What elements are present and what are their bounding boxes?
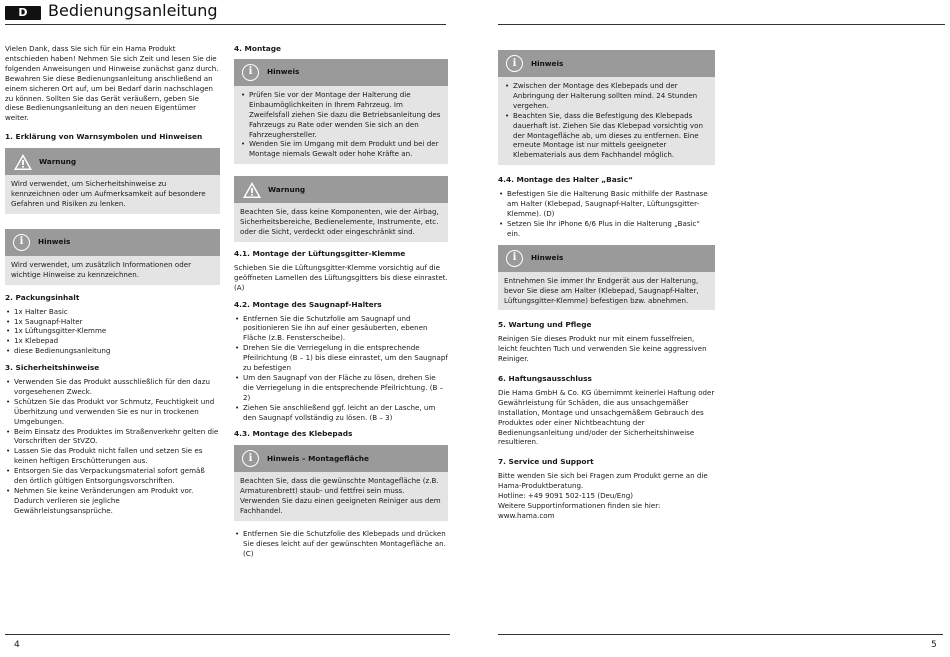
footer-rule [5, 634, 450, 635]
list-item: • Um den Saugnapf von der Fläche zu lösen, drehen Sie die Verriegelung in die entsprechende Pfeilrichtung. (B – 2) [234, 373, 448, 403]
list-item: • Befestigen Sie die Halterung Basic mithilfe der Rastnase am Halter (Klebepad, Saugnapf-Halter, Lüftungsgitter-Klemme). (D) [498, 189, 715, 219]
list-item: • 1x Klebepad [5, 336, 220, 346]
device-hint-notice [498, 245, 715, 311]
warning-notice-title: Warnung [39, 156, 77, 166]
list-item: • Drehen Sie die Verriegelung in die entsprechende Pfeilrichtung (B – 1) bis diese einrastet, um den Saugnapf zu befestigen [234, 343, 448, 373]
surface-hint-notice [234, 445, 448, 521]
column-1 [5, 44, 220, 516]
list-item: • Lassen Sie das Produkt nicht fallen und setzen Sie es keinen heftigen Erschütterungen aus. [5, 446, 220, 466]
list-item: • Entsorgen Sie das Verpackungsmaterial sofort gemäß den örtlich gültigen Entsorgungsvorschriften. [5, 466, 220, 486]
section-3-heading: 3. Sicherheitshinweise [5, 363, 100, 373]
section-4-3-heading: 4.3. Montage des Klebepads [234, 429, 353, 439]
mount-hint-header [234, 59, 448, 86]
mount-warning-notice [234, 176, 448, 242]
section-7-heading: 7. Service und Support [498, 457, 594, 467]
list-item: • Entfernen Sie die Schutzfolie des Klebepads und drücken Sie dieses leicht auf der gewünschten Montagefläche an. (C) [234, 529, 448, 559]
section-4-4-heading: 4.4. Montage des Halter „Basic“ [498, 175, 633, 185]
page-number: 5 [931, 640, 937, 650]
adhesive-hint-title: Hinweis [531, 58, 564, 68]
list-item: • Setzen Sie Ihr iPhone 6/6 Plus in die Halterung „Basic“ ein. [498, 219, 715, 239]
right-page [475, 0, 950, 657]
adhesive-hint-notice [498, 50, 715, 165]
mount-warning-title: Warnung [268, 184, 306, 194]
mount-warning-body: Beachten Sie, dass keine Komponenten, wie der Airbag, Sicherheitsbereiche, Bedienelemente, Instrumente, etc. oder die Sicht, verdeckt oder eingeschränkt sind. [234, 203, 448, 242]
list-item: • Beachten Sie, dass die Befestigung des Klebepads dauerhaft ist. Ziehen Sie das Klebepad vorsichtig von der Montagefläche ab, um dieses zu entfernen. Eine erneute Montage ist nur mittels geeigneter Klebematerials aus dem Fachhandel möglich. [504, 111, 709, 161]
section-6-text: Die Hama GmbH & Co. KG übernimmt keinerlei Haftung oder Gewährleistung für Schäden, die aus unsachgemäßer Installation, Montage und unsachgemäßem Gebrauch des Produktes oder einer Nichtbeachtung der Bedienungsanleitung und/oder der Sicherheitshinweise resultieren. [498, 387, 715, 447]
info-circle-icon: i [242, 450, 259, 467]
list-item: • Prüfen Sie vor der Montage der Halterung die Einbaumöglichkeiten in Ihrem Fahrzeug. Im Zweifelsfall ziehen Sie dazu die Betriebsanleitung des Fahrzeugs zu Rate oder wenden Sie sich an den Fahrzeughersteller. [240, 90, 442, 140]
column-2 [234, 44, 448, 559]
surface-hint-title: Hinweis – Montagefläche [267, 453, 369, 463]
website-link[interactable]: www.hama.com [498, 510, 555, 520]
surface-hint-header [234, 445, 448, 472]
warning-notice-body: Wird verwendet, um Sicherheitshinweise zu kennzeichnen oder um Aufmerksamkeit auf besondere Gefahren und Risiken zu lenken. [5, 175, 220, 214]
section-4-1-heading: 4.1. Montage der Lüftungsgitter-Klemme [234, 248, 406, 258]
list-item: • Zwischen der Montage des Klebepads und der Anbringung der Halterung sollten mind. 24 Stunden vergehen. [504, 81, 709, 111]
hint-notice-body: Wird verwendet, um zusätzlich Informationen oder wichtige Hinweise zu kennzeichnen. [5, 256, 220, 285]
suction-mount-list [234, 314, 448, 423]
device-hint-title: Hinweis [531, 253, 564, 263]
intro-text: Vielen Dank, dass Sie sich für ein Hama Produkt entschieden haben! Nehmen Sie sich Zeit und lesen Sie die folgenden Anweisungen und Hinweise zunächst ganz durch. Bewahren Sie diese Bedienungsanleitung anschließend an einem sicheren Ort auf, um bei Bedarf darin nachschlagen zu können. Sollten Sie das Gerät veräußern, geben Sie diese Bedienungsanleitung an den neuen Eigentümer weiter. [5, 44, 219, 123]
mount-hint-notice [234, 59, 448, 164]
column-3 [498, 44, 715, 521]
list-item: • Entfernen Sie die Schutzfolie am Saugnapf und positionieren Sie ihn auf einer gesäuberten, ebenen Fläche (z.B. Fensterscheibe). [234, 314, 448, 344]
warning-triangle-icon [242, 181, 262, 199]
adhesive-hint-body [498, 77, 715, 165]
section-4-2-heading: 4.2. Montage des Saugnapf-Halters [234, 299, 382, 309]
mount-hint-title: Hinweis [267, 67, 300, 77]
warning-triangle-icon [13, 153, 33, 171]
mount-hint-body [234, 86, 448, 164]
info-circle-icon: i [242, 64, 259, 81]
hotline-text: Hotline: +49 9091 502-115 (Deu/Eng) [498, 491, 634, 501]
safety-list [5, 377, 220, 516]
list-item: • diese Bedienungsanleitung [5, 346, 220, 356]
hint-notice-title: Hinweis [38, 237, 71, 247]
info-circle-icon: i [506, 250, 523, 267]
section-1-heading: 1. Erklärung von Warnsymbolen und Hinweisen [5, 132, 203, 142]
section-4-heading: 4. Montage [234, 44, 282, 53]
mount-warning-header [234, 176, 448, 203]
support-info-text: Weitere Supportinformationen finden sie hier: [498, 501, 661, 510]
list-item: • Wenden Sie im Umgang mit dem Produkt und bei der Montage niemals Gewalt oder hohe Kräfte an. [240, 139, 442, 159]
title-rule [5, 24, 446, 25]
list-item: • Beim Einsatz des Produktes im Straßenverkehr gelten die Vorschriften der StVZO. [5, 427, 220, 447]
basic-holder-list [498, 189, 715, 239]
support-text: Bitte wenden Sie sich bei Fragen zum Produkt gerne an die Hama-Produktberatung. [498, 471, 708, 491]
list-item: • Schützen Sie das Produkt vor Schmutz, Feuchtigkeit und Überhitzung und verwenden Sie es nur in trockenen Umgebungen. [5, 397, 220, 427]
surface-hint-body: Beachten Sie, dass die gewünschte Montagefläche (z.B. Armaturenbrett) staub- und fettfrei sein muss. Verwenden Sie dazu einen geeigneten Reiniger aus dem Fachhandel. [234, 472, 448, 521]
language-badge: D [5, 6, 41, 20]
page-number: 4 [14, 640, 20, 650]
device-hint-header [498, 245, 715, 272]
section-6-heading: 6. Haftungsausschluss [498, 374, 592, 384]
section-5-text: Reinigen Sie dieses Produkt nur mit einem fusselfreien, leicht feuchten Tuch und verwenden Sie keine aggressiven Reiniger. [498, 334, 707, 364]
hint-notice-header [5, 229, 220, 256]
adhesive-pad-list [234, 529, 448, 559]
info-circle-icon: i [13, 234, 30, 251]
package-contents-list [5, 307, 220, 357]
list-item: • 1x Saugnapf-Halter [5, 317, 220, 327]
title-rule [498, 24, 945, 25]
list-item: • Nehmen Sie keine Veränderungen am Produkt vor. Dadurch verlieren sie jegliche Gewährleistungsansprüche. [5, 486, 220, 516]
section-4-1-text: Schieben Sie die Lüftungsgitter-Klemme vorsichtig auf die geöffneten Lamellen des Lüftungsgitters bis diese einrastet. (A) [234, 262, 448, 292]
section-2-heading: 2. Packungsinhalt [5, 292, 80, 302]
warning-notice-header [5, 148, 220, 175]
info-circle-icon: i [506, 55, 523, 72]
section-5-heading: 5. Wartung und Pflege [498, 320, 592, 330]
hint-notice [5, 229, 220, 285]
document-title: Bedienungsanleitung [48, 1, 218, 20]
list-item: • 1x Lüftungsgitter-Klemme [5, 326, 220, 336]
list-item: • Verwenden Sie das Produkt ausschließlich für den dazu vorgesehenen Zweck. [5, 377, 220, 397]
list-item: • Ziehen Sie anschließend ggf. leicht an der Lasche, um den Saugnapf vollständig zu lösen. (B – 3) [234, 403, 448, 423]
list-item: • 1x Halter Basic [5, 307, 220, 317]
adhesive-hint-header [498, 50, 715, 77]
footer-rule [498, 634, 943, 635]
warning-notice [5, 148, 220, 214]
device-hint-body: Entnehmen Sie immer Ihr Endgerät aus der Halterung, bevor Sie diese am Halter (Klebepad, Saugnapf-Halter, Lüftungsgitter-Klemme) befestigen bzw. abnehmen. [498, 272, 715, 311]
